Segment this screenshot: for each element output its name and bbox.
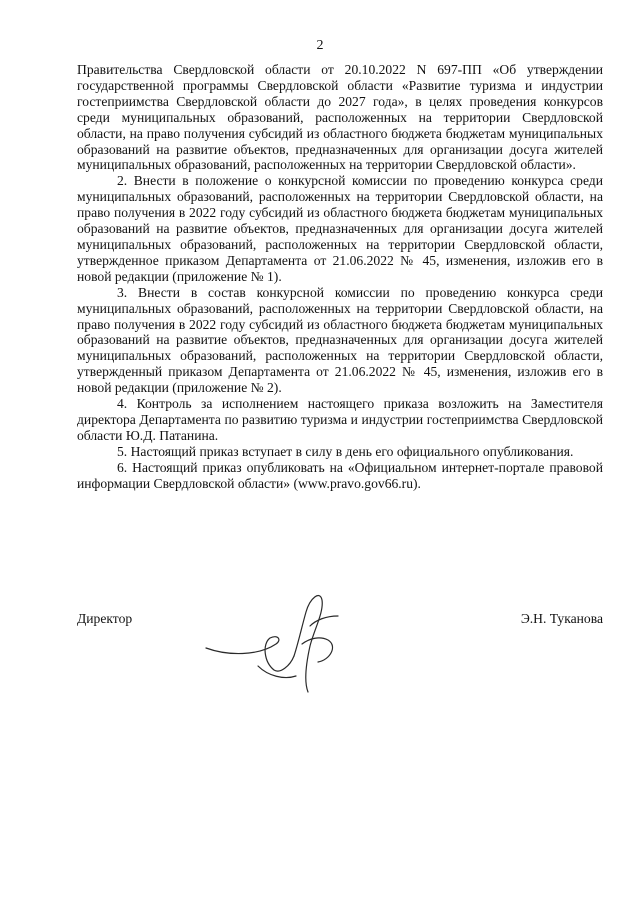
paragraph-preamble-continuation: Правительства Свердловской области от 20.10.2022 N 697-ПП «Об утверждении государственной программы Свердловской области «Развитие туризма и индустрии гостеприимства Свердловской области до 2027 года», в целях проведения конкурсов среди муниципальных образований, расположенных на территории Свердловской области, на право получения субсидий из областного бюджета бюджетам муниципальных образований на развитие объектов, предназначенных для организации досуга жителей муниципальных образований, расположенных на территории Свердловской области». (77, 62, 603, 173)
paragraph-item-2: 2. Внести в положение о конкурсной комиссии по проведению конкурса среди муниципальных образований, расположенных на территории Свердловской области, на право получения в 2022 году субсидий из областного бюджета бюджетам муниципальных образований на развитие объектов, предназначенных для организации досуга жителей муниципальных образований, расположенных на территории Свердловской области, утвержденное приказом Департамента от 21.06.2022 № 45, изменения, изложив его в новой редакции (приложение № 1). (77, 173, 603, 284)
document-body (77, 62, 603, 491)
page-number: 2 (316, 38, 324, 53)
signer-name: Э.Н. Туканова (520, 611, 603, 626)
paragraph-item-5: 5. Настоящий приказ вступает в силу в день его официального опубликования. (117, 443, 574, 459)
paragraph-item-4: 4. Контроль за исполнением настоящего приказа возложить на Заместителя директора Департамента по развитию туризма и индустрии гостеприимства Свердловской области Ю.Д. Патанина. (77, 396, 603, 443)
handwritten-signature (198, 586, 353, 696)
paragraph-item-3: 3. Внести в состав конкурсной комиссии по проведению конкурса среди муниципальных образований, расположенных на территории Свердловской области, на право получения в 2022 году субсидий из областного бюджета бюджетам муниципальных образований на развитие объектов, предназначенных для организации досуга жителей муниципальных образований, расположенных на территории Свердловской области, утвержденный приказом Департамента от 21.06.2022 № 45, изменения, изложив его в новой редакции (приложение № 2). (77, 284, 603, 396)
paragraph-item-6: 6. Настоящий приказ опубликовать на «Официальном интернет-портале правовой информации Свердловской области» (www.pravo.gov66.ru). (77, 459, 603, 491)
signer-title: Директор (77, 611, 133, 626)
